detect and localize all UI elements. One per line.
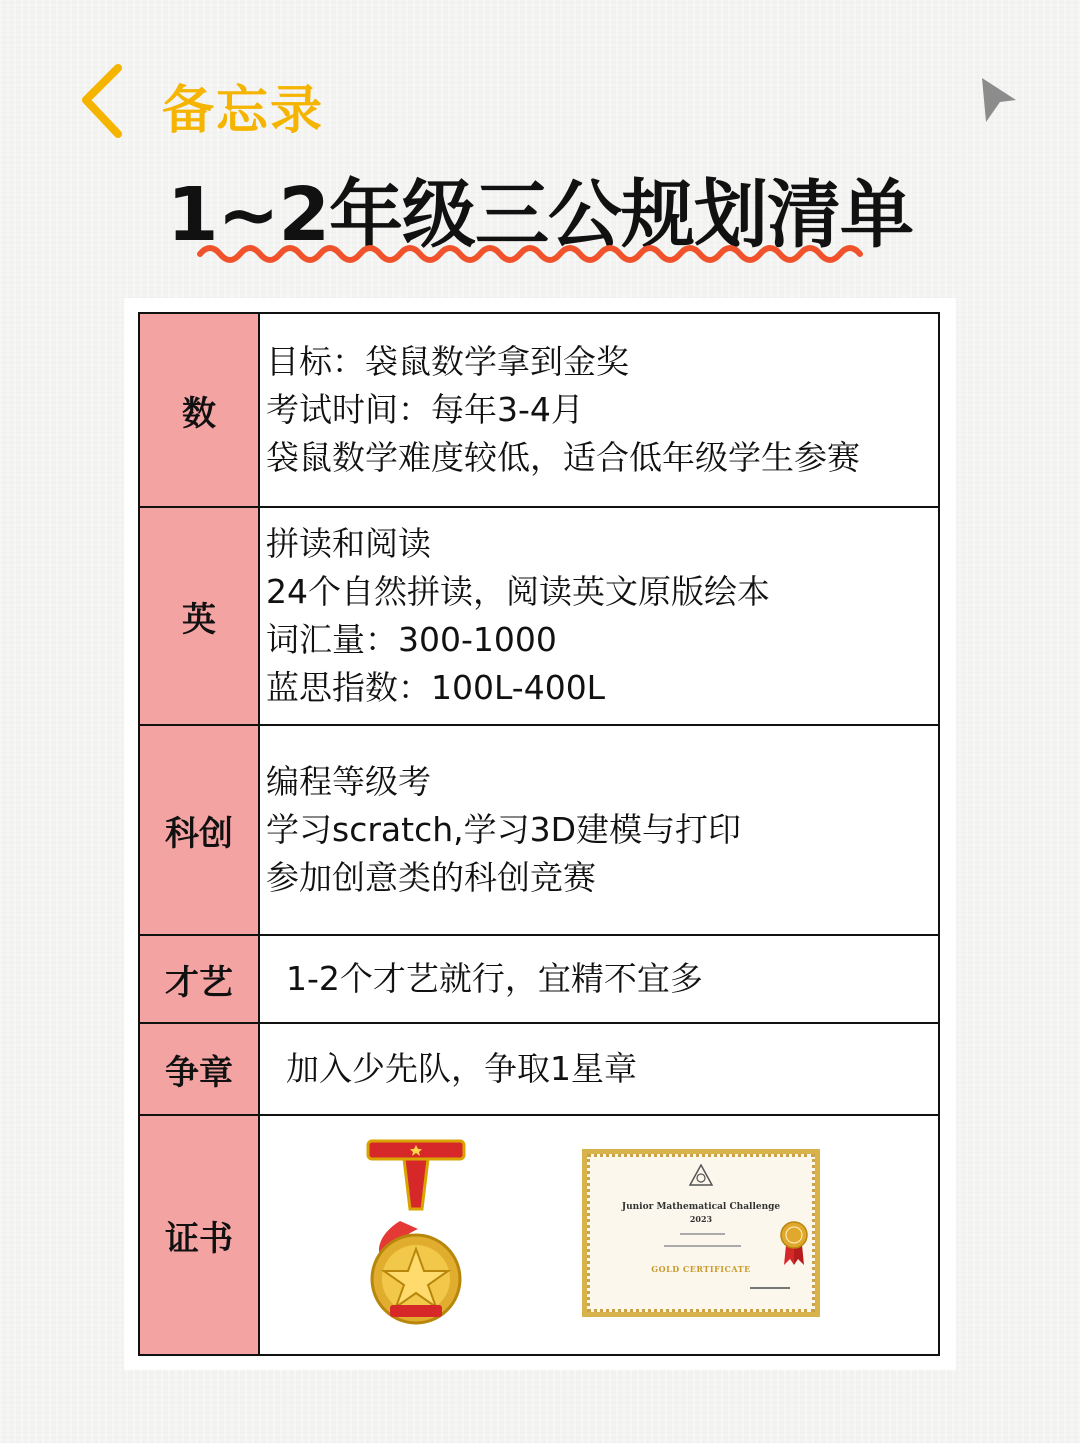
content-cell xyxy=(259,935,939,1023)
cursor-arrow-icon xyxy=(972,72,1022,128)
plan-card xyxy=(124,298,956,1370)
young-pioneer-medal-image xyxy=(360,1139,472,1329)
content-line: 编程等级考 xyxy=(266,762,431,801)
category-cell: 科创 xyxy=(139,725,259,935)
certificate-signature-line xyxy=(750,1287,790,1289)
content-line: 袋鼠数学难度较低，适合低年级学生参赛 xyxy=(266,438,860,477)
certificate-images-cell xyxy=(259,1115,939,1355)
certificate-title: Junior Mathematical Challenge xyxy=(621,1202,781,1212)
content-line: 词汇量：300-1000 xyxy=(266,620,557,659)
content-cell xyxy=(259,725,939,935)
title-wavy-underline xyxy=(196,238,866,268)
emblem-icon xyxy=(689,1164,713,1186)
app-title: 备忘录 xyxy=(162,81,325,141)
page-title: 1~2年级三公规划清单 xyxy=(167,172,913,258)
plan-table xyxy=(138,312,940,1356)
content-line: 学习scratch,学习3D建模与打印 xyxy=(266,810,742,849)
certificate-year: 2023 xyxy=(689,1214,713,1224)
category-cell: 争章 xyxy=(139,1023,259,1115)
gold-seal-icon xyxy=(780,1221,808,1267)
math-certificate-image xyxy=(582,1149,820,1317)
content-line: 加入少先队，争取1星章 xyxy=(286,1049,637,1088)
content-line: 参加创意类的科创竞赛 xyxy=(266,858,596,897)
category-cell: 数 xyxy=(139,313,259,507)
content-line: 蓝思指数：100L-400L xyxy=(266,668,606,707)
category-cell: 英 xyxy=(139,507,259,725)
table-row xyxy=(139,725,939,935)
certificate-name-line xyxy=(680,1233,725,1235)
table-row xyxy=(139,313,939,507)
content-line: 考试时间：每年3-4月 xyxy=(266,390,584,429)
category-cell: 才艺 xyxy=(139,935,259,1023)
table-row xyxy=(139,507,939,725)
content-line: 拼读和阅读 xyxy=(266,524,431,563)
content-cell xyxy=(259,1023,939,1115)
certificate-grade: GOLD CERTIFICATE xyxy=(651,1264,751,1274)
top-bar xyxy=(0,0,1080,160)
table-row xyxy=(139,935,939,1023)
content-cell xyxy=(259,507,939,725)
content-cell xyxy=(259,313,939,507)
content-line: 24个自然拼读，阅读英文原版绘本 xyxy=(266,572,770,611)
certificate-school-line xyxy=(664,1245,741,1247)
chevron-left-icon xyxy=(74,62,134,142)
content-line: 目标：袋鼠数学拿到金奖 xyxy=(266,342,629,381)
table-row xyxy=(139,1023,939,1115)
content-line: 1-2个才艺就行，宜精不宜多 xyxy=(286,959,703,998)
share-button[interactable] xyxy=(972,72,1022,128)
category-cell: 证书 xyxy=(139,1115,259,1355)
back-button[interactable] xyxy=(74,62,134,142)
table-row xyxy=(139,1115,939,1355)
